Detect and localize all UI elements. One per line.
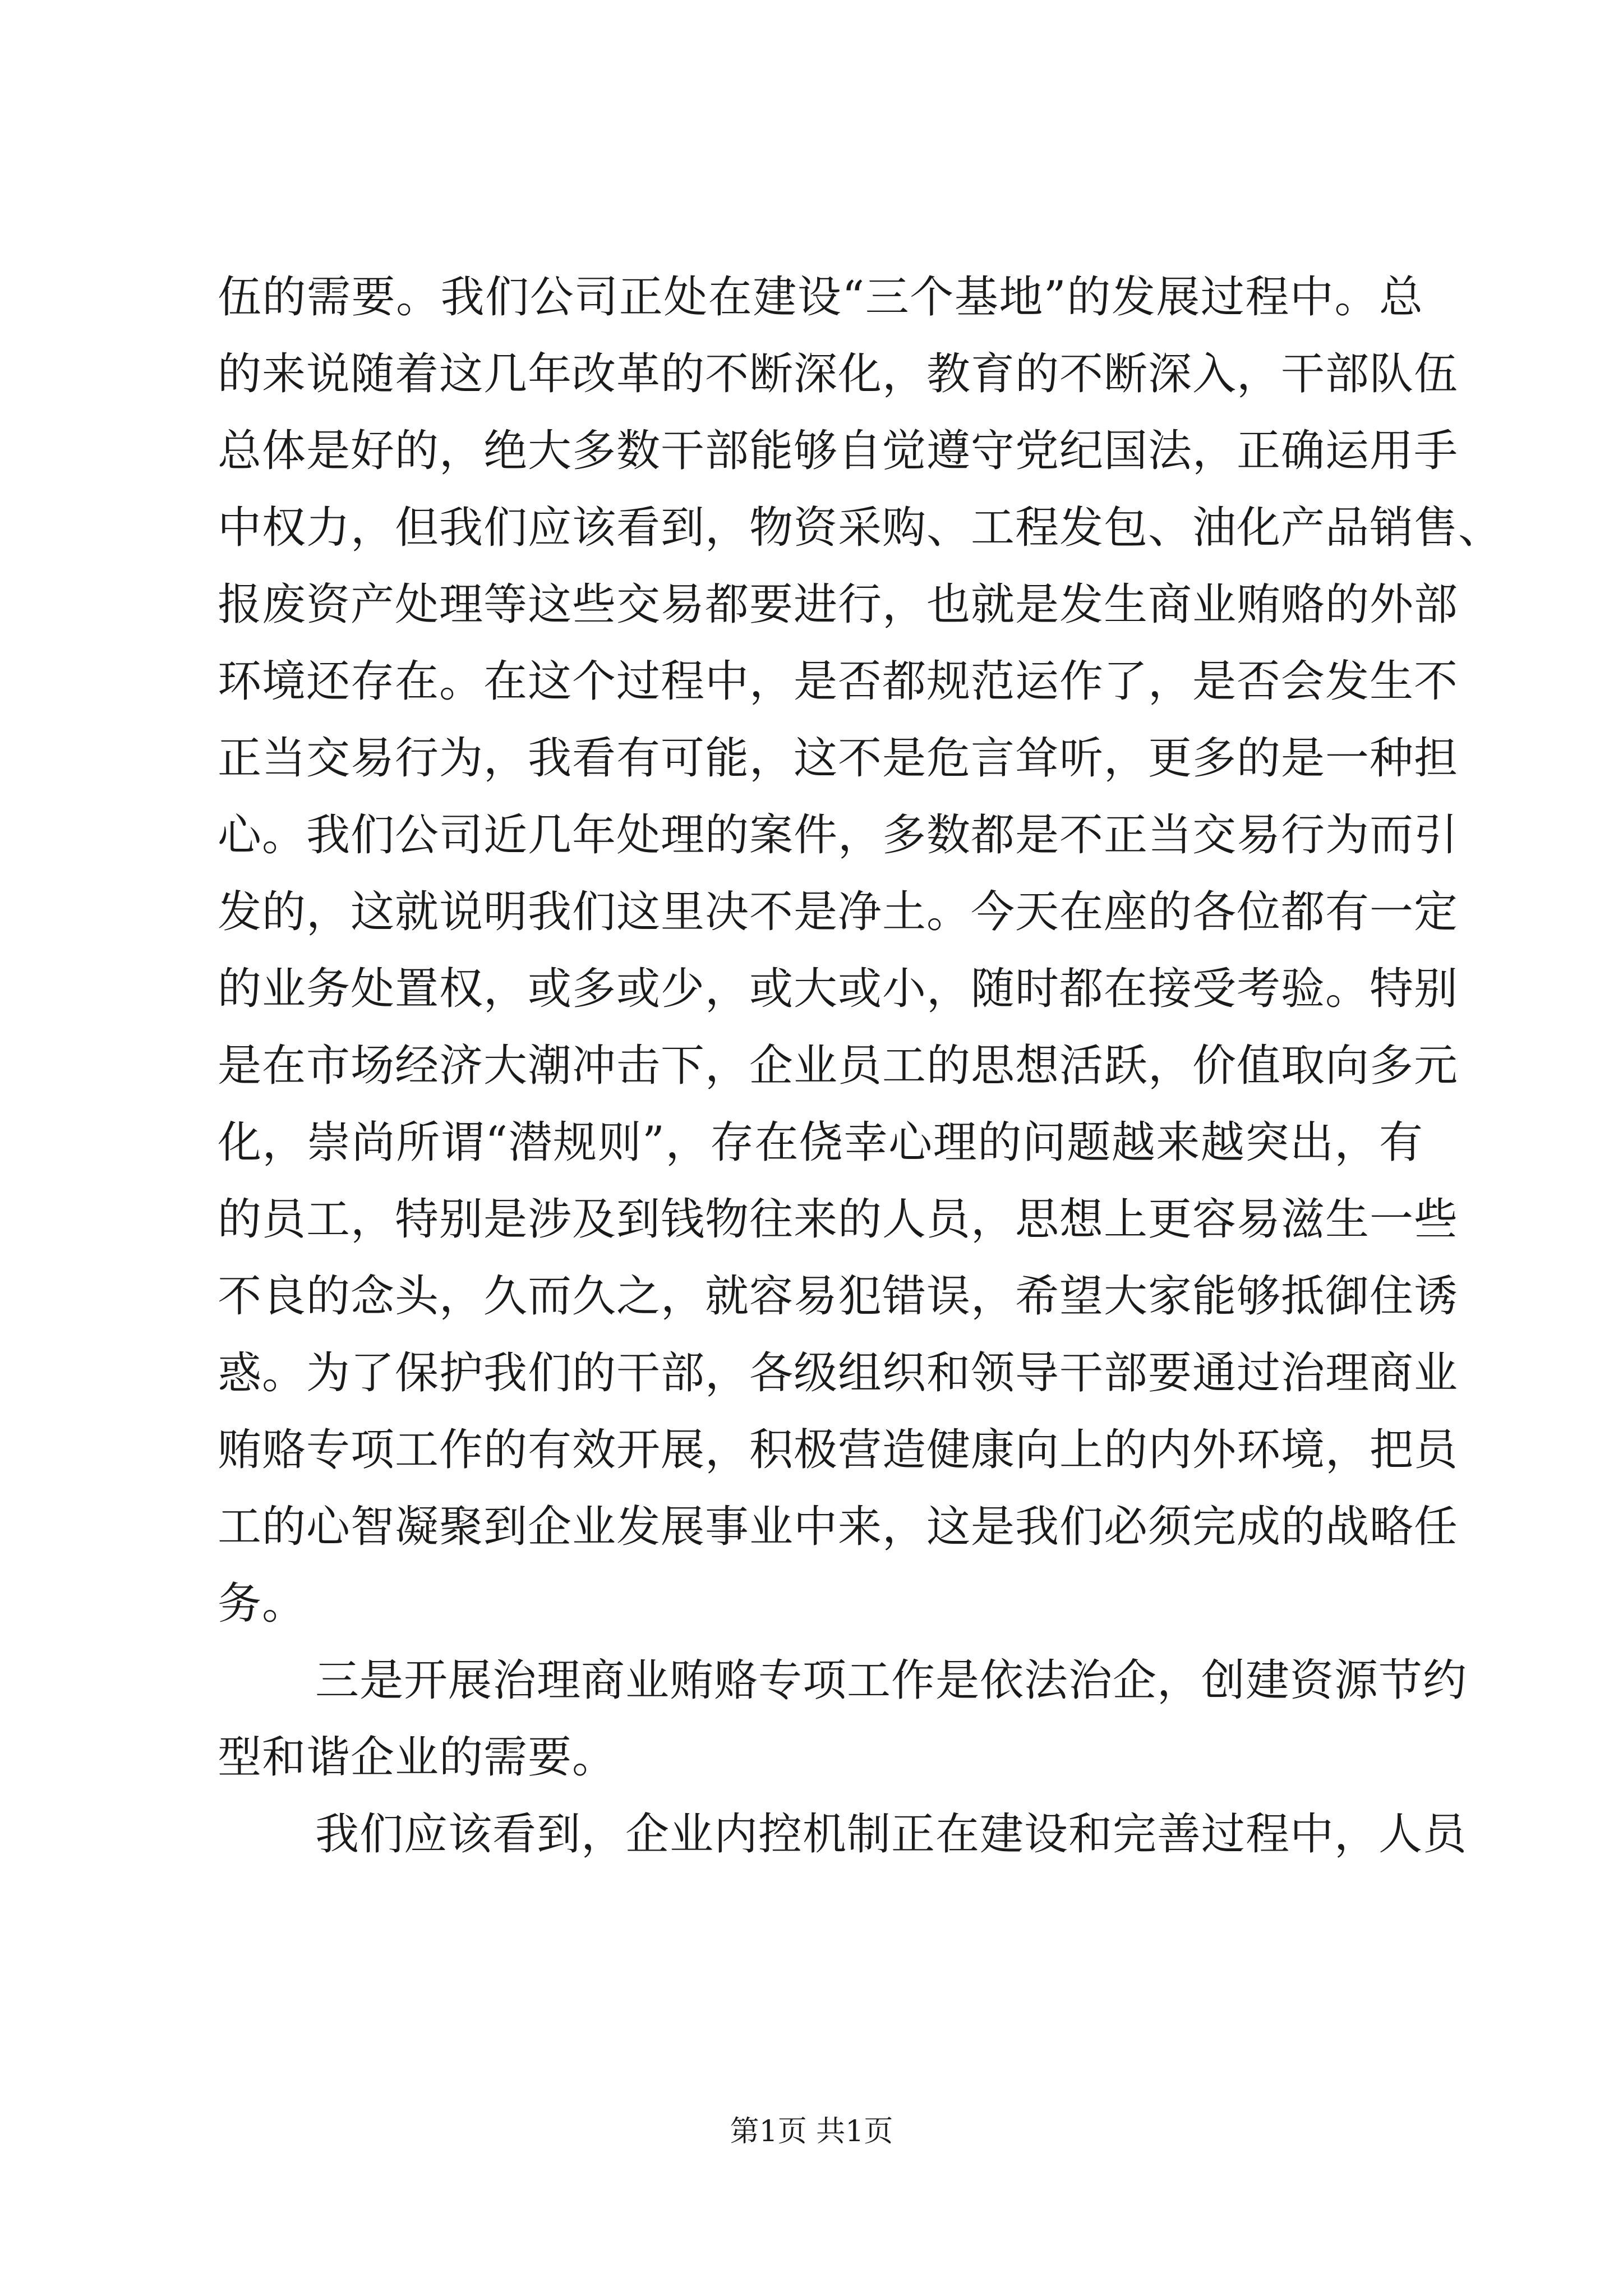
text-line: 的业务处置权，或多或少，或大或小，随时都在接受考验。特别 [218, 964, 1459, 1014]
text-line: 是在市场经济大潮冲击下，企业员工的思想活跃，价值取向多元 [218, 1041, 1459, 1091]
text-line: 惑。为了保护我们的干部，各级组织和领导干部要通过治理商业 [218, 1348, 1459, 1398]
text-line: 三是开展治理商业贿赂专项工作是依法治企，创建资源节约 [315, 1655, 1468, 1706]
text-line: 发的，这就说明我们这里决不是净土。今天在座的各位都有一定 [218, 887, 1459, 937]
text-line: 的来说随着这几年改革的不断深化，教育的不断深入，干部队伍 [218, 349, 1459, 399]
text-line: 我们应该看到，企业内控机制正在建设和完善过程中，人员 [315, 1809, 1468, 1860]
text-line: 伍的需要。我们公司正处在建设“三个基地”的发展过程中。总 [218, 272, 1423, 323]
text-line: 不良的念头，久而久之，就容易犯错误，希望大家能够抵御住诱 [218, 1271, 1459, 1322]
paragraph-3 [218, 1796, 1468, 1873]
text-line: 总体是好的，绝大多数干部能够自觉遵守党纪国法，正确运用手 [218, 426, 1459, 476]
paragraph-1 [218, 259, 1503, 1642]
paragraph-2 [218, 1642, 1468, 1796]
text-line: 工的心智凝聚到企业发展事业中来，这是我们必须完成的战略任 [218, 1502, 1459, 1552]
text-line: 正当交易行为，我看有可能，这不是危言耸听，更多的是一种担 [218, 733, 1459, 784]
text-line: 务。 [218, 1579, 307, 1629]
text-line: 型和谐企业的需要。 [218, 1732, 617, 1783]
text-line: 报废资产处理等这些交易都要进行，也就是发生商业贿赂的外部 [218, 579, 1459, 630]
text-line: 心。我们公司近几年处理的案件，多数都是不正当交易行为而引 [218, 810, 1459, 861]
text-line: 贿赂专项工作的有效开展，积极营造健康向上的内外环境，把员 [218, 1425, 1459, 1475]
text-line: 的员工，特别是涉及到钱物往来的人员，思想上更容易滋生一些 [218, 1194, 1459, 1245]
page-footer: 第1页 共1页 [730, 2115, 893, 2148]
text-line: 环境还存在。在这个过程中，是否都规范运作了，是否会发生不 [218, 656, 1459, 707]
body-text [218, 259, 1503, 1873]
text-line: 化，崇尚所谓“潜规则”，存在侥幸心理的问题越来越突出，有 [218, 1117, 1423, 1168]
text-line: 中权力，但我们应该看到，物资采购、工程发包、油化产品销售、 [218, 503, 1503, 553]
